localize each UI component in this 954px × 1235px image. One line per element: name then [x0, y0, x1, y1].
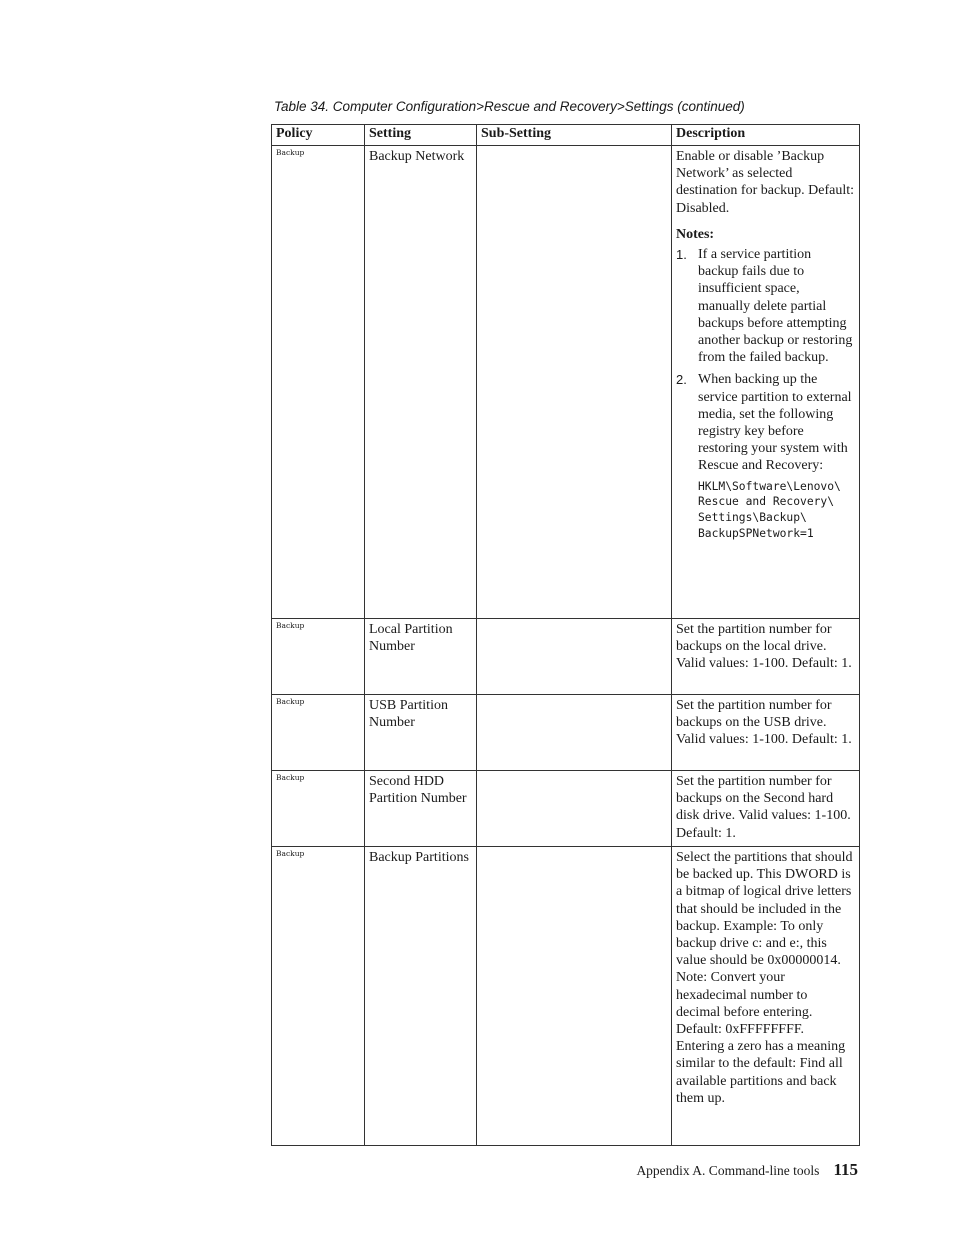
description-cell: Set the partition number for backups on the Second hard disk drive. Valid values: 1-100. Default: 1. [672, 771, 860, 847]
setting-cell: USB Partition Number [365, 695, 477, 771]
description-cell: Set the partition number for backups on the USB drive. Valid values: 1-100. Default: 1. [672, 695, 860, 771]
footer-section-title: Appendix A. Command-line tools [636, 1163, 820, 1178]
setting-cell: Local Partition Number [365, 619, 477, 695]
page-number: 115 [833, 1160, 858, 1179]
policy-cell: Backup [272, 146, 365, 619]
sub-setting-cell [477, 146, 672, 619]
header-sub-setting: Sub-Setting [477, 125, 672, 146]
notes-heading: Notes: [676, 226, 715, 242]
note-item [676, 246, 855, 366]
policy-cell: Backup [272, 847, 365, 1146]
note-text: When backing up the service partition to external media, set the following registry key before restoring your system with Rescue and Recovery: [698, 372, 852, 474]
note-text: If a service partition backup fails due to insufficient space, manually delete partial backups before attempting another backup or restoring from the failed backup. [698, 247, 853, 366]
table-header-row [272, 125, 860, 146]
description-cell [672, 146, 860, 619]
table-row [272, 771, 860, 847]
note-item [676, 371, 855, 541]
header-policy: Policy [272, 125, 365, 146]
notes-list [676, 246, 855, 542]
note-number: 1. [676, 247, 687, 263]
table-row [272, 619, 860, 695]
description-cell: Set the partition number for backups on the local drive. Valid values: 1-100. Default: 1. [672, 619, 860, 695]
table-row [272, 146, 860, 619]
policy-cell: Backup [272, 695, 365, 771]
registry-key-code: HKLM\Software\Lenovo\ Rescue and Recovery\ Settings\Backup\ BackupSPNetwork=1 [698, 479, 841, 541]
policy-cell: Backup [272, 619, 365, 695]
header-description: Description [672, 125, 860, 146]
sub-setting-cell [477, 695, 672, 771]
setting-cell: Backup Network [365, 146, 477, 619]
policy-cell: Backup [272, 771, 365, 847]
setting-cell: Backup Partitions [365, 847, 477, 1146]
setting-cell: Second HDD Partition Number [365, 771, 477, 847]
description-text: Enable or disable ’Backup Network’ as selected destination for backup. Default: Disabled. [676, 149, 855, 216]
table-row [272, 695, 860, 771]
page-footer [636, 1160, 858, 1180]
note-number: 2. [676, 372, 687, 388]
sub-setting-cell [477, 847, 672, 1146]
table-row [272, 847, 860, 1146]
header-setting: Setting [365, 125, 477, 146]
description-cell: Select the partitions that should be backed up. This DWORD is a bitmap of logical drive letters that should be included in the backup. Example: To only backup drive c: and e:, this value should be 0x00000014. Note: Convert your hexadecimal number to decimal before entering. Default: 0xFFFFFFFF. Entering a zero has a meaning similar to the default: Find all available partitions and back them up. [672, 847, 860, 1146]
sub-setting-cell [477, 619, 672, 695]
sub-setting-cell [477, 771, 672, 847]
settings-table [271, 124, 860, 1146]
table-caption: Table 34. Computer Configuration>Rescue and Recovery>Settings (continued) [274, 99, 745, 114]
